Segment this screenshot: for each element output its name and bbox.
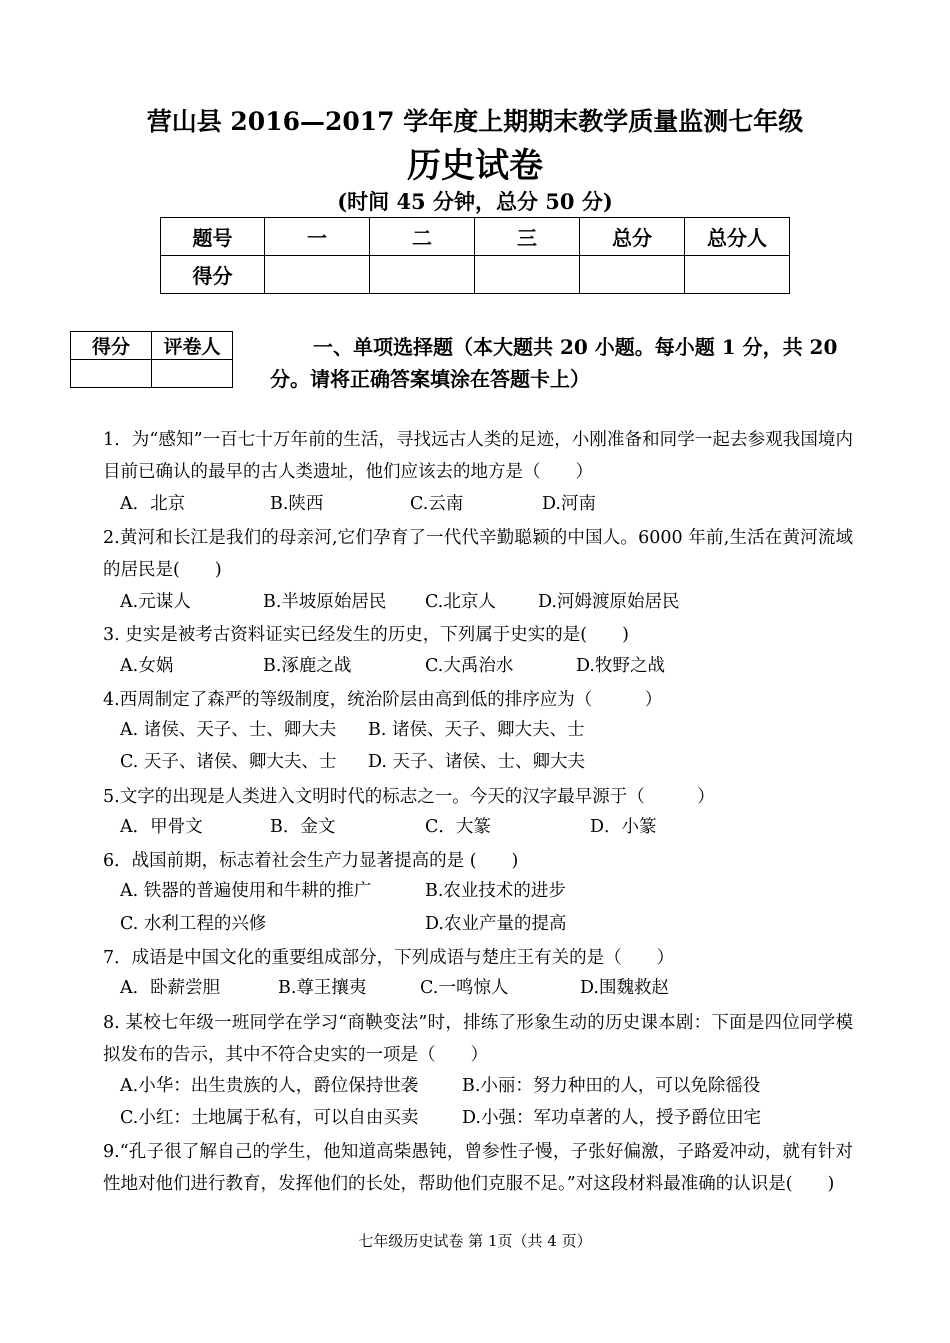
q5-option-b: B．金文 — [270, 817, 336, 837]
q4-option-b: B. 诸侯、天子、卿大夫、士 — [368, 720, 585, 740]
q6-option-a: A. 铁器的普遍使用和牛耕的推广 — [120, 881, 372, 901]
q7-option-c: C.一鸣惊人 — [420, 978, 509, 998]
q3-option-b: B.涿鹿之战 — [263, 656, 352, 676]
score-cell — [370, 256, 475, 294]
grader-header-reviewer: 评卷人 — [152, 332, 233, 360]
grader-blank-row — [71, 360, 233, 388]
q1-option-c: C.云南 — [410, 494, 464, 514]
q6-option-b: B.农业技术的进步 — [425, 881, 566, 901]
score-cell — [685, 256, 790, 294]
q2-option-a: A.元谋人 — [120, 592, 191, 612]
score-table-header-row — [161, 218, 790, 256]
q2-option-c: C.北京人 — [425, 592, 496, 612]
exam-title-subject: 历史试卷 — [407, 146, 543, 186]
q1-option-b: B.陕西 — [270, 494, 324, 514]
question-9: 9.“孔子很了解自己的学生，他知道高柴愚钝，曾参性子慢，子张好偏激，子路爱冲动，就有针对性地对他们进行教育，发挥他们的长处，帮助他们克服不足。”对这段材料最准确的认识是( ) — [103, 1142, 853, 1194]
q5-option-a: A．甲骨文 — [120, 817, 203, 837]
page-footer: 七年级历史试卷 第 1页（共 4 页） — [358, 1232, 592, 1250]
q8-option-a: A.小华：出生贵族的人，爵位保持世袭 — [120, 1076, 419, 1096]
q6-option-c: C. 水利工程的兴修 — [120, 914, 267, 934]
score-header-cell: 二 — [370, 218, 475, 256]
q3-option-d: D.牧野之战 — [576, 656, 665, 676]
question-5: 5.文字的出现是人类进入文明时代的标志之一。今天的汉字最早源于（ ） — [103, 787, 715, 807]
grader-cell — [71, 360, 152, 388]
grader-cell — [152, 360, 233, 388]
q8-option-c: C.小红：土地属于私有，可以自由买卖 — [120, 1108, 419, 1128]
score-header-cell: 三 — [475, 218, 580, 256]
q5-option-d: D．小篆 — [590, 817, 657, 837]
score-header-cell: 一 — [265, 218, 370, 256]
score-table — [160, 217, 790, 294]
q4-option-a: A. 诸侯、天子、士、卿大夫 — [120, 720, 337, 740]
q3-option-c: C.大禹治水 — [425, 656, 514, 676]
q4-option-d: D. 天子、诸侯、士、卿大夫 — [368, 752, 586, 772]
grader-table — [70, 331, 233, 388]
q1-option-d: D.河南 — [542, 494, 596, 514]
q7-option-a: A．卧薪尝胆 — [120, 978, 221, 998]
section1-title: 一、单项选择题（本大题共 20 小题。每小题 1 分，共 20 分。请将正确答案填涂在答题卡上） — [270, 335, 838, 391]
score-row-label: 得分 — [161, 256, 265, 294]
q1-option-a: A．北京 — [120, 494, 186, 514]
q2-option-b: B.半坡原始居民 — [263, 592, 387, 612]
q6-option-d: D.农业产量的提高 — [425, 914, 567, 934]
score-header-cell: 总分 — [580, 218, 685, 256]
exam-time-score: (时间 45 分钟，总分 50 分) — [337, 189, 613, 214]
question-7: 7．成语是中国文化的重要组成部分，下列成语与楚庄王有关的是（ ） — [103, 948, 675, 968]
score-header-cell: 总分人 — [685, 218, 790, 256]
grader-header-row — [71, 332, 233, 360]
question-2: 2.黄河和长江是我们的母亲河,它们孕育了一代代辛勤聪颖的中国人。6000 年前,生活在黄河流域的居民是( ) — [103, 528, 853, 580]
q5-option-c: C．大篆 — [425, 817, 491, 837]
q2-option-d: D.河姆渡原始居民 — [538, 592, 680, 612]
score-cell — [475, 256, 580, 294]
question-1: 1．为“感知”一百七十万年前的生活，寻找远古人类的足迹，小刚准备和同学一起去参观我国境内目前已确认的最早的古人类遗址，他们应该去的地方是（ ） — [103, 430, 853, 482]
q7-option-d: D.围魏救赵 — [580, 978, 669, 998]
question-3: 3. 史实是被考古资料证实已经发生的历史，下列属于史实的是( ) — [103, 625, 629, 645]
q4-option-c: C. 天子、诸侯、卿大夫、士 — [120, 752, 337, 772]
score-header-cell: 题号 — [161, 218, 265, 256]
grader-header-score: 得分 — [71, 332, 152, 360]
score-cell — [265, 256, 370, 294]
q7-option-b: B.尊王攘夷 — [278, 978, 367, 998]
question-4: 4.西周制定了森严的等级制度，统治阶层由高到低的排序应为（ ） — [103, 690, 663, 710]
score-cell — [580, 256, 685, 294]
q3-option-a: A.女娲 — [120, 656, 174, 676]
question-8: 8. 某校七年级一班同学在学习“商鞅变法”时，排练了形象生动的历史课本剧：下面是四位同学模拟发布的告示，其中不符合史实的一项是（ ） — [103, 1013, 853, 1065]
score-table-score-row — [161, 256, 790, 294]
question-6: 6．战国前期，标志着社会生产力显著提高的是 ( ) — [103, 851, 519, 871]
q8-option-d: D.小强：军功卓著的人，授予爵位田宅 — [462, 1108, 761, 1128]
q8-option-b: B.小丽：努力种田的人，可以免除徭役 — [462, 1076, 761, 1096]
exam-title-line1: 营山县 2016—2017 学年度上期期末教学质量监测七年级 — [146, 107, 804, 136]
